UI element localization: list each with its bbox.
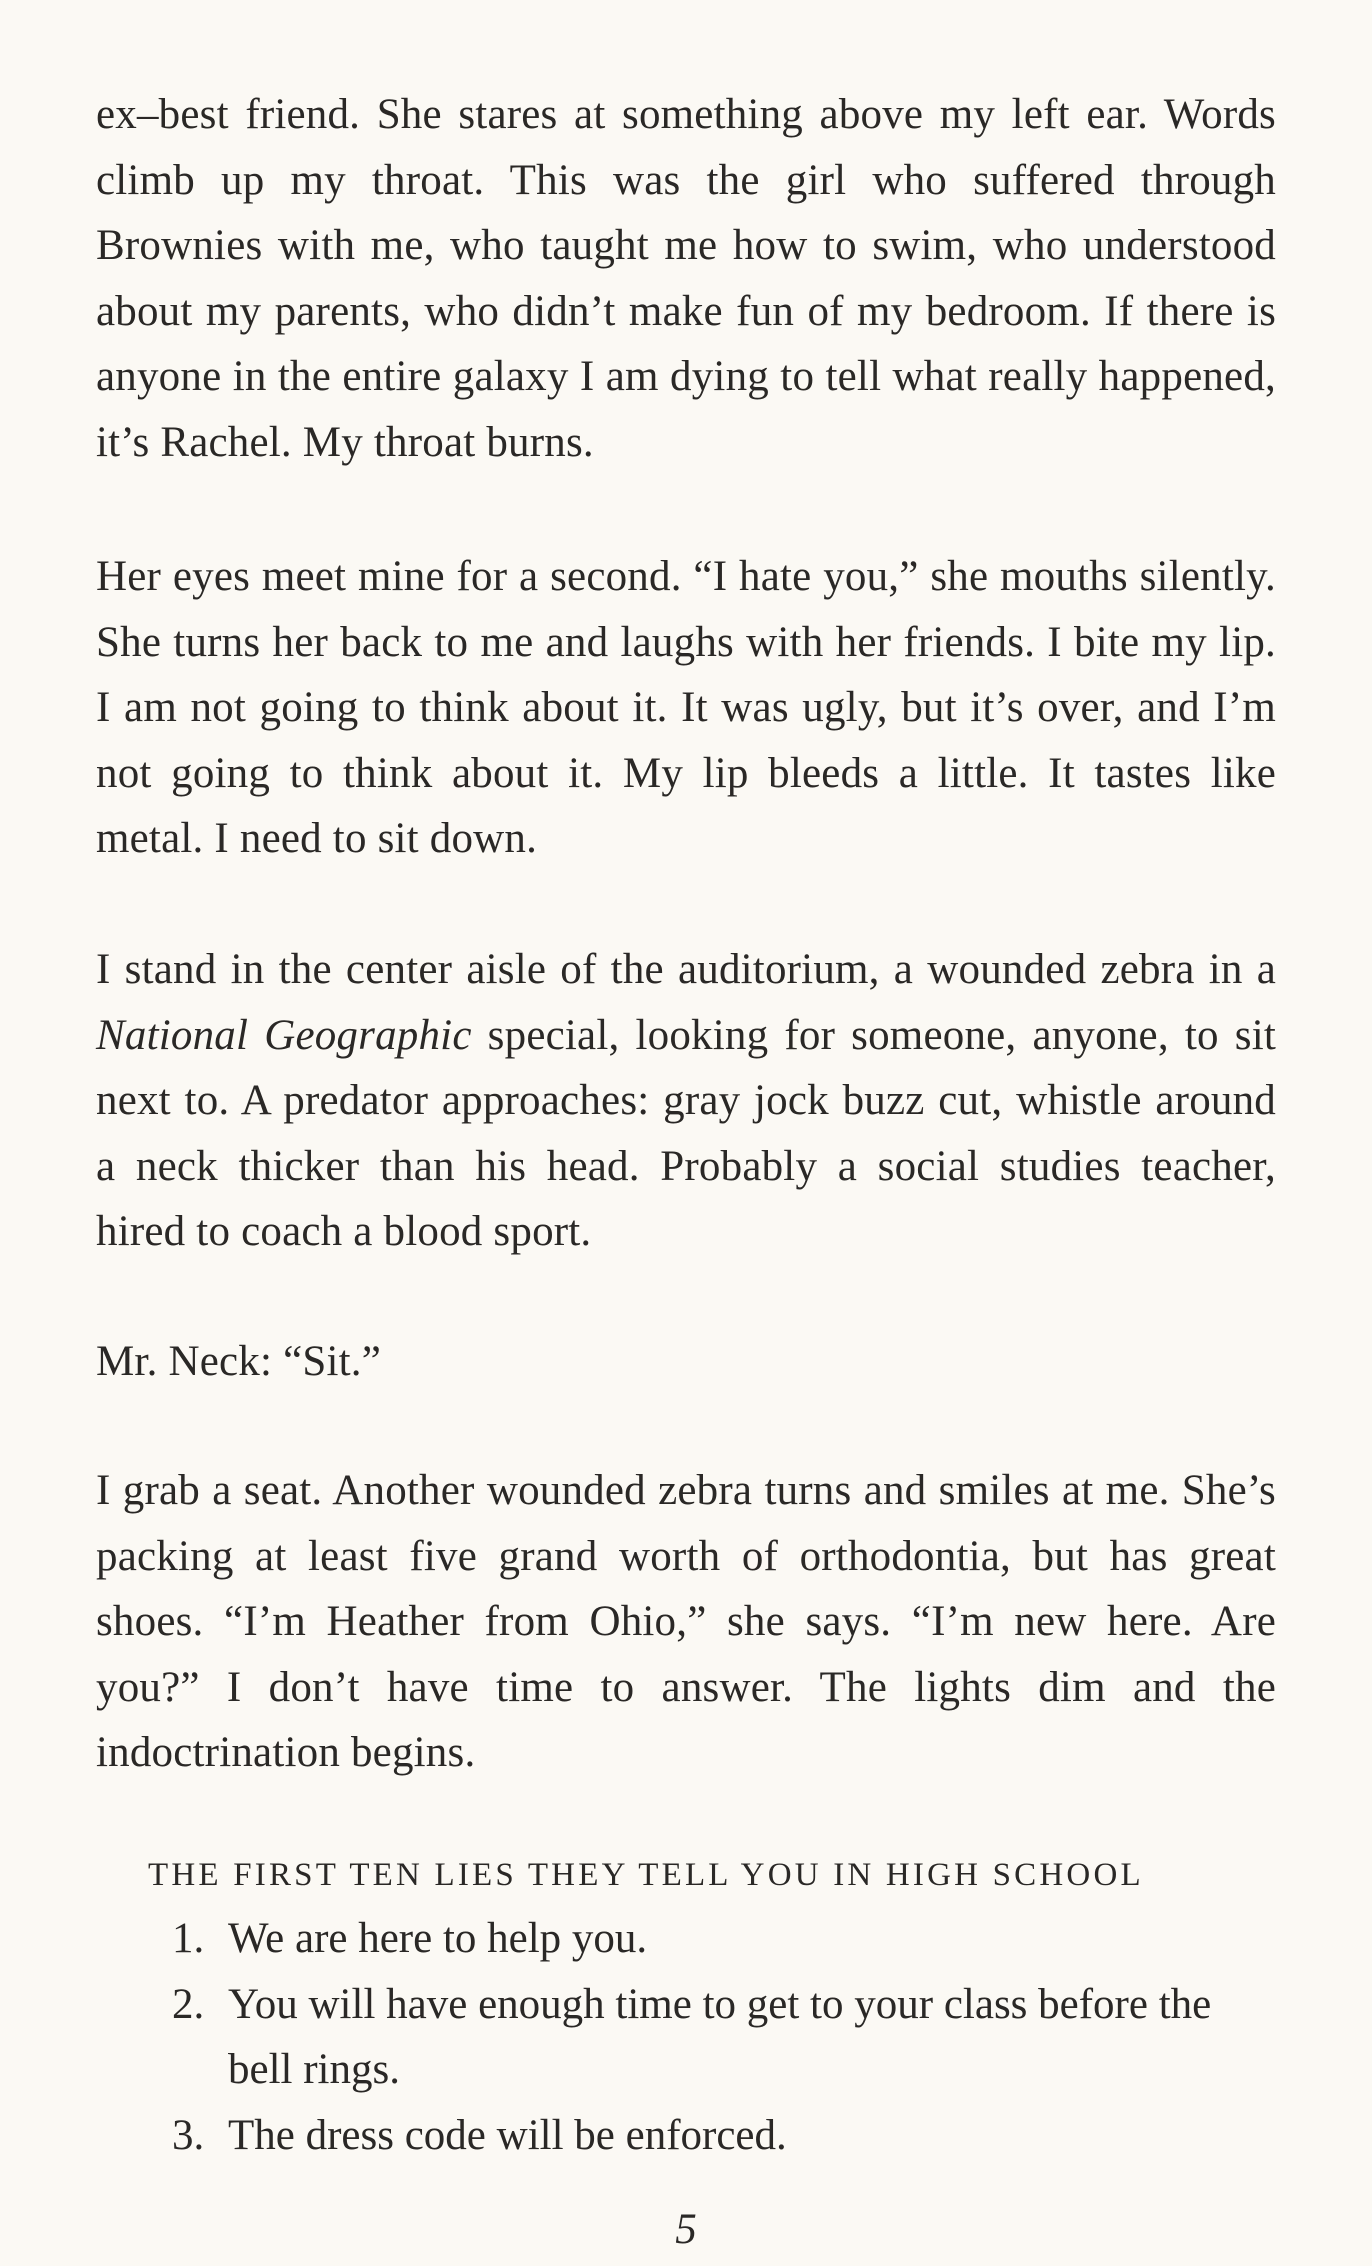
paragraph-i-hate-you: Her eyes meet mine for a second. “I hate you,” she mouths silently. She turns her back to me and laughs with her friends. I bite my lip. I am not going to think about it. It was ugly, but it’s over, and I’m not going to think about it. My lip bleeds a little. It tastes like metal. I need to sit down. — [96, 553, 1276, 862]
list-item — [172, 1906, 1212, 1972]
paragraph-heather: I grab a seat. Another wounded zebra turns and smiles at me. She’s packing at least five grand worth of orthodontia, but has great shoes. “I’m Heather from Ohio,” she says. “I’m new here. Are you?” I don’t have time to answer. The lights dim and the indoctrination begins. — [96, 1467, 1276, 1776]
paragraph-auditorium-text-after: special, looking for someone, anyone, to sit next to. A predator approaches: gray jock buzz cut, whistle around a neck thicker than his head. Probably a social studies teacher, hired to coach a blood sport. — [96, 1011, 1276, 1255]
paragraph-auditorium — [96, 937, 1276, 1265]
list-item — [172, 1972, 1212, 2103]
paragraph-rachel: ex–best friend. She stares at something above my left ear. Words climb up my throat. This was the girl who suffered through Brownies with me, who taught me how to swim, who understood about my parents, who didn’t make fun of my bedroom. If there is anyone in the entire galaxy I am dying to tell what really happened, it’s Rachel. My throat burns. — [96, 91, 1276, 466]
list-item — [172, 2103, 1212, 2169]
list-heading: THE FIRST TEN LIES THEY TELL YOU IN HIGH SCHOOL — [148, 1857, 1144, 1893]
magazine-title-italic: National Geographic — [96, 1011, 472, 1059]
list-item-number: 3. — [172, 2111, 205, 2159]
lies-list — [172, 1906, 1212, 2168]
paragraph-mr-neck: Mr. Neck: “Sit.” — [96, 1338, 382, 1385]
paragraph-auditorium-text-before: I stand in the center aisle of the auditorium, a wounded zebra in a — [96, 946, 1276, 993]
list-item-number: 2. — [172, 1980, 205, 2028]
list-item-text: The dress code will be enforced. — [228, 2111, 787, 2159]
list-item-text: You will have enough time to get to your class before the bell rings. — [228, 1980, 1212, 2093]
list-item-text: We are here to help you. — [228, 1915, 648, 1962]
page-number: 5 — [675, 2206, 697, 2253]
list-item-number: 1. — [172, 1915, 205, 1962]
